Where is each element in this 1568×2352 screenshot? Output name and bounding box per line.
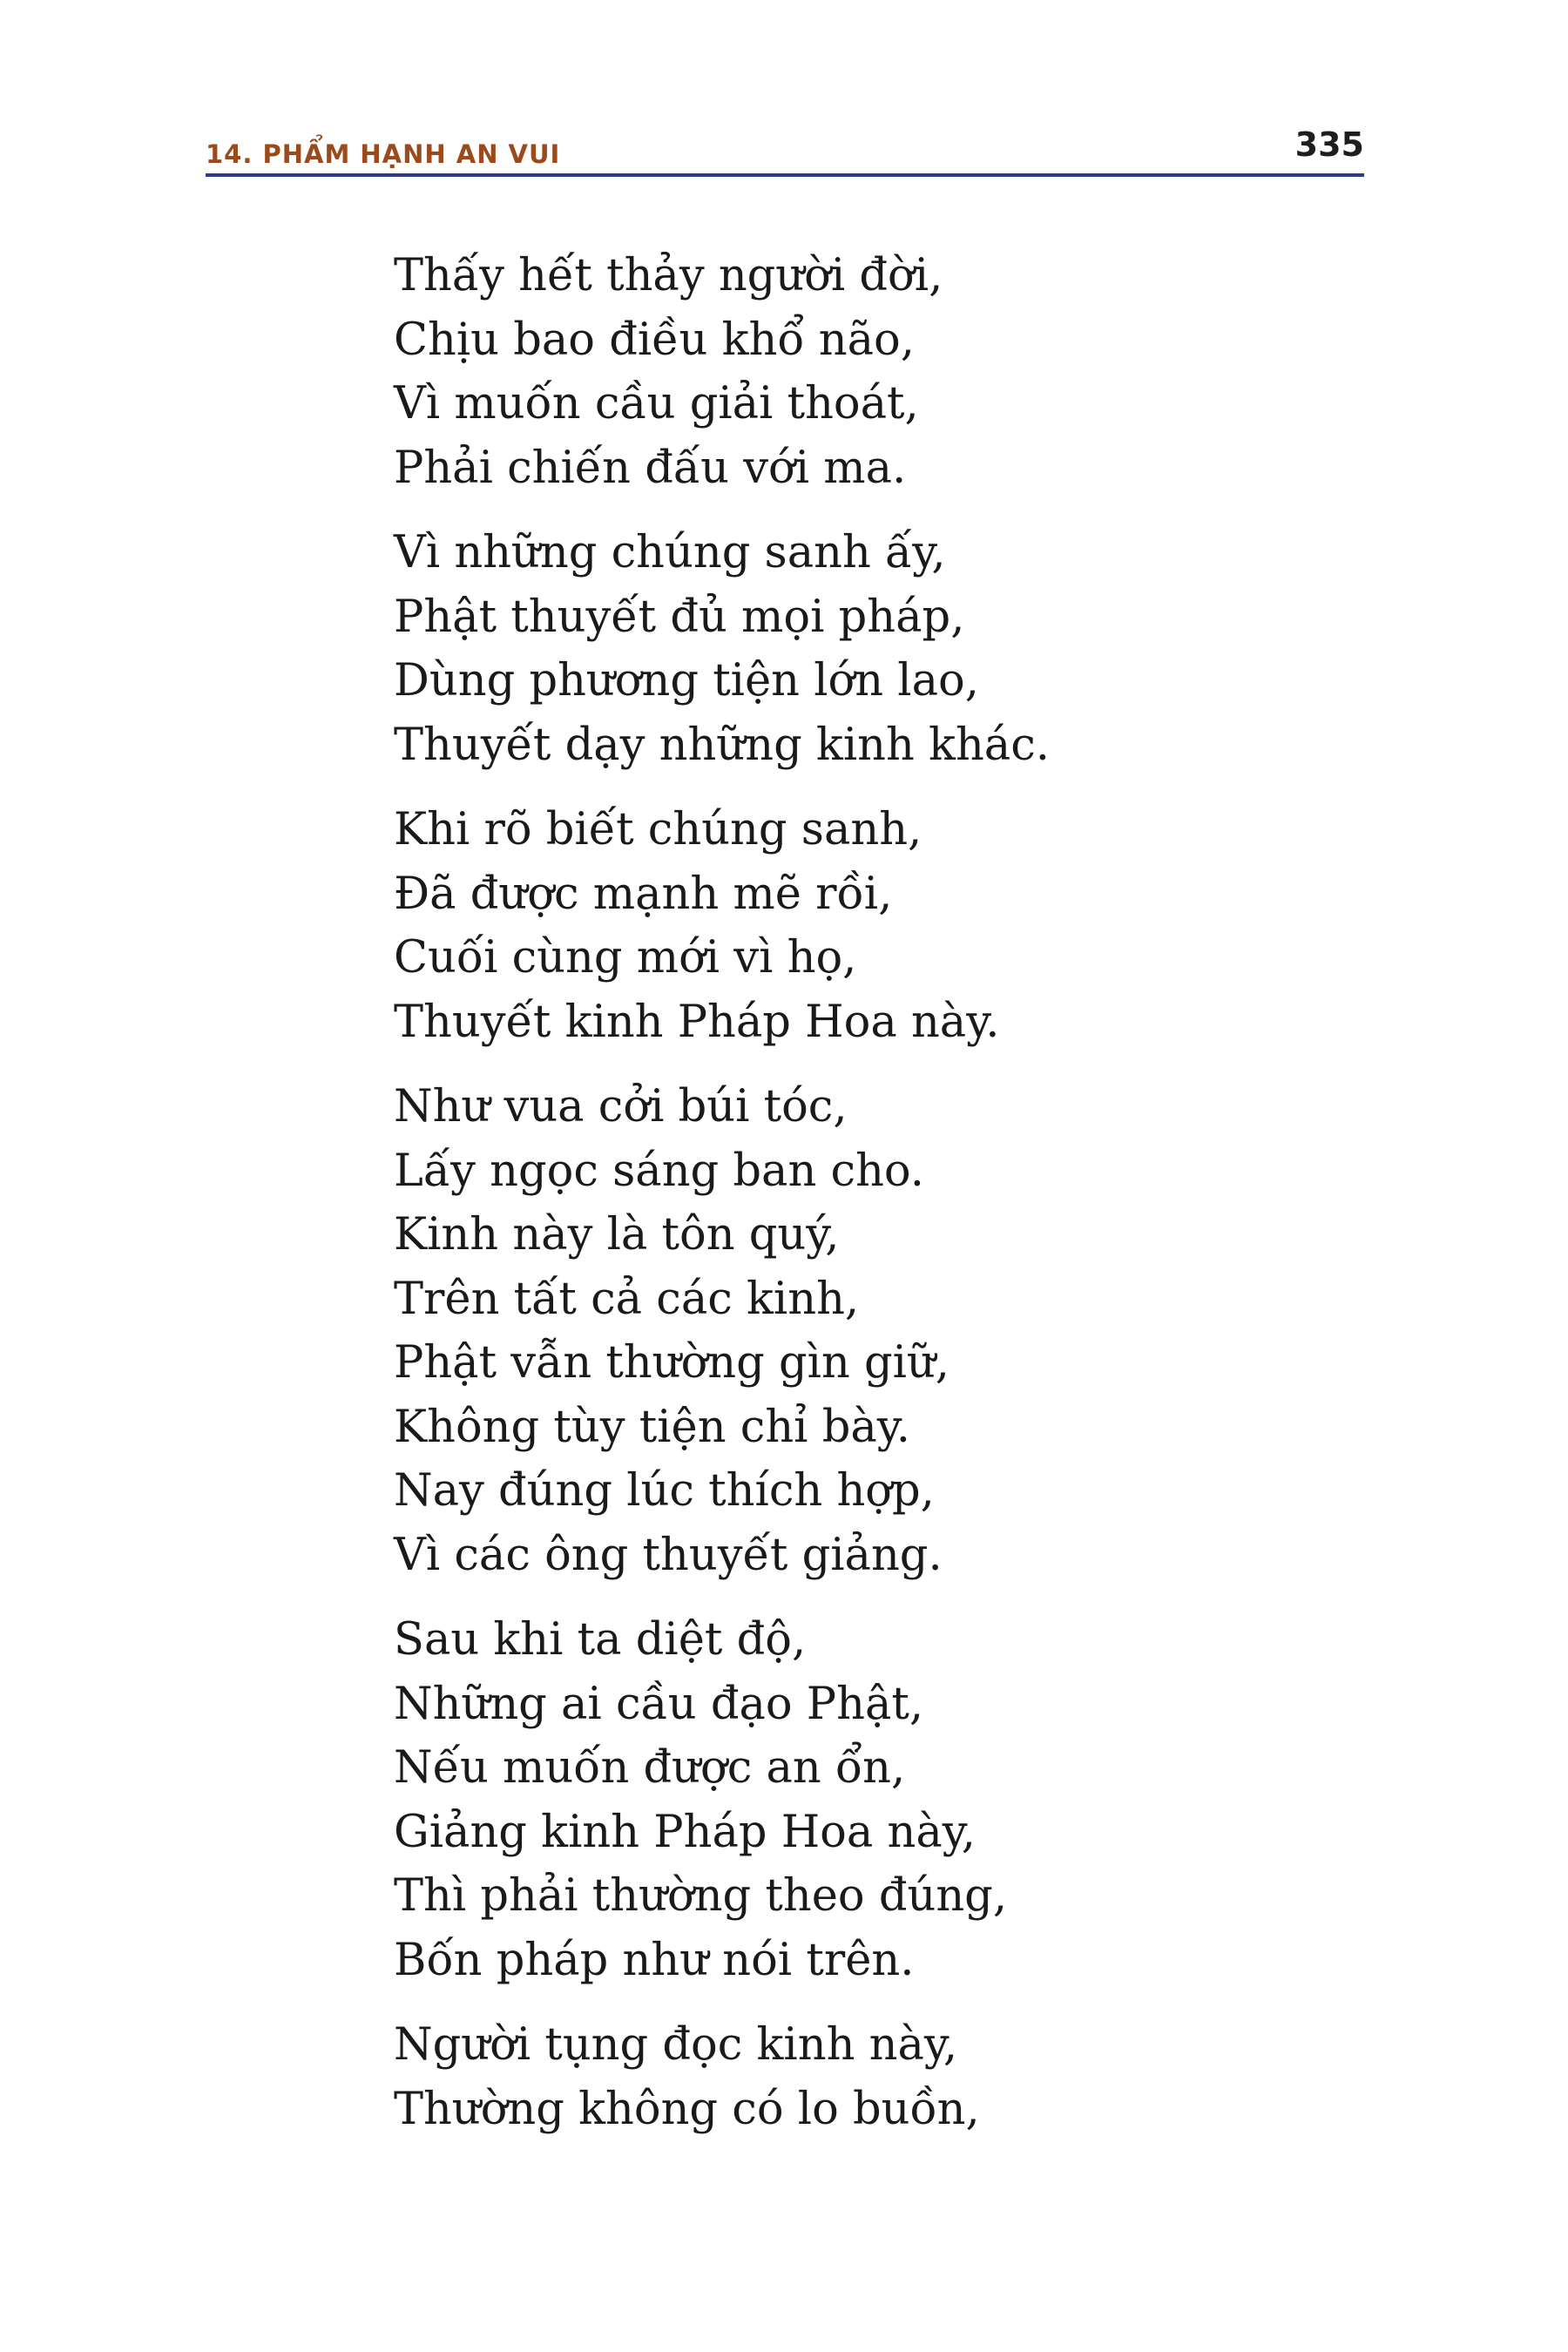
verse-line: Thì phải thường theo đúng, bbox=[394, 1870, 1008, 1922]
verse-line: Đã được mạnh mẽ rồi, bbox=[394, 868, 893, 920]
verse-line: Thấy hết thảy người đời, bbox=[394, 250, 943, 301]
stanza bbox=[394, 1075, 1352, 1587]
stanza bbox=[394, 244, 1352, 500]
stanza bbox=[394, 1608, 1352, 1992]
stanza bbox=[394, 2013, 1352, 2141]
verse-line: Người tụng đọc kinh này, bbox=[394, 2019, 958, 2071]
verse-line: Bốn pháp như nói trên. bbox=[394, 1934, 915, 1986]
verse-line: Nếu muốn được an ổn, bbox=[394, 1742, 906, 1794]
poem-body bbox=[394, 244, 1352, 2162]
verse-line: Không tùy tiện chỉ bày. bbox=[394, 1401, 910, 1453]
verse-line: Vì các ông thuyết giảng. bbox=[394, 1529, 943, 1581]
verse-line: Sau khi ta diệt độ, bbox=[394, 1614, 807, 1666]
verse-line: Giảng kinh Pháp Hoa này, bbox=[394, 1806, 977, 1858]
verse-line: Trên tất cả các kinh, bbox=[394, 1273, 860, 1325]
verse-line: Vì muốn cầu giải thoát, bbox=[394, 378, 919, 429]
stanza bbox=[394, 798, 1352, 1054]
verse-line: Kinh này là tôn quý, bbox=[394, 1209, 840, 1260]
header-rule bbox=[206, 173, 1364, 177]
page-header bbox=[206, 122, 1364, 179]
page-number: 335 bbox=[1294, 125, 1364, 164]
verse-line: Phật thuyết đủ mọi pháp, bbox=[394, 591, 965, 643]
verse-line: Phải chiến đấu với ma. bbox=[394, 442, 907, 494]
verse-line: Nay đúng lúc thích hợp, bbox=[394, 1465, 935, 1517]
stanza bbox=[394, 521, 1352, 777]
verse-line: Lấy ngọc sáng ban cho. bbox=[394, 1145, 924, 1197]
verse-line: Phật vẫn thường gìn giữ, bbox=[394, 1337, 950, 1389]
verse-line: Thuyết dạy những kinh khác. bbox=[394, 719, 1050, 771]
verse-line: Như vua cởi búi tóc, bbox=[394, 1081, 848, 1132]
verse-line: Những ai cầu đạo Phật, bbox=[394, 1678, 924, 1730]
verse-line: Chịu bao điều khổ não, bbox=[394, 314, 915, 366]
verse-line: Cuối cùng mới vì họ, bbox=[394, 932, 857, 983]
verse-line: Khi rõ biết chúng sanh, bbox=[394, 804, 923, 855]
verse-line: Dùng phương tiện lớn lao, bbox=[394, 655, 979, 706]
verse-line: Thường không có lo buồn, bbox=[394, 2083, 980, 2135]
verse-line: Thuyết kinh Pháp Hoa này. bbox=[394, 996, 1000, 1048]
verse-line: Vì những chúng sanh ấy, bbox=[394, 527, 946, 578]
chapter-title: 14. PHẨM HẠNH AN VUI bbox=[206, 139, 561, 169]
